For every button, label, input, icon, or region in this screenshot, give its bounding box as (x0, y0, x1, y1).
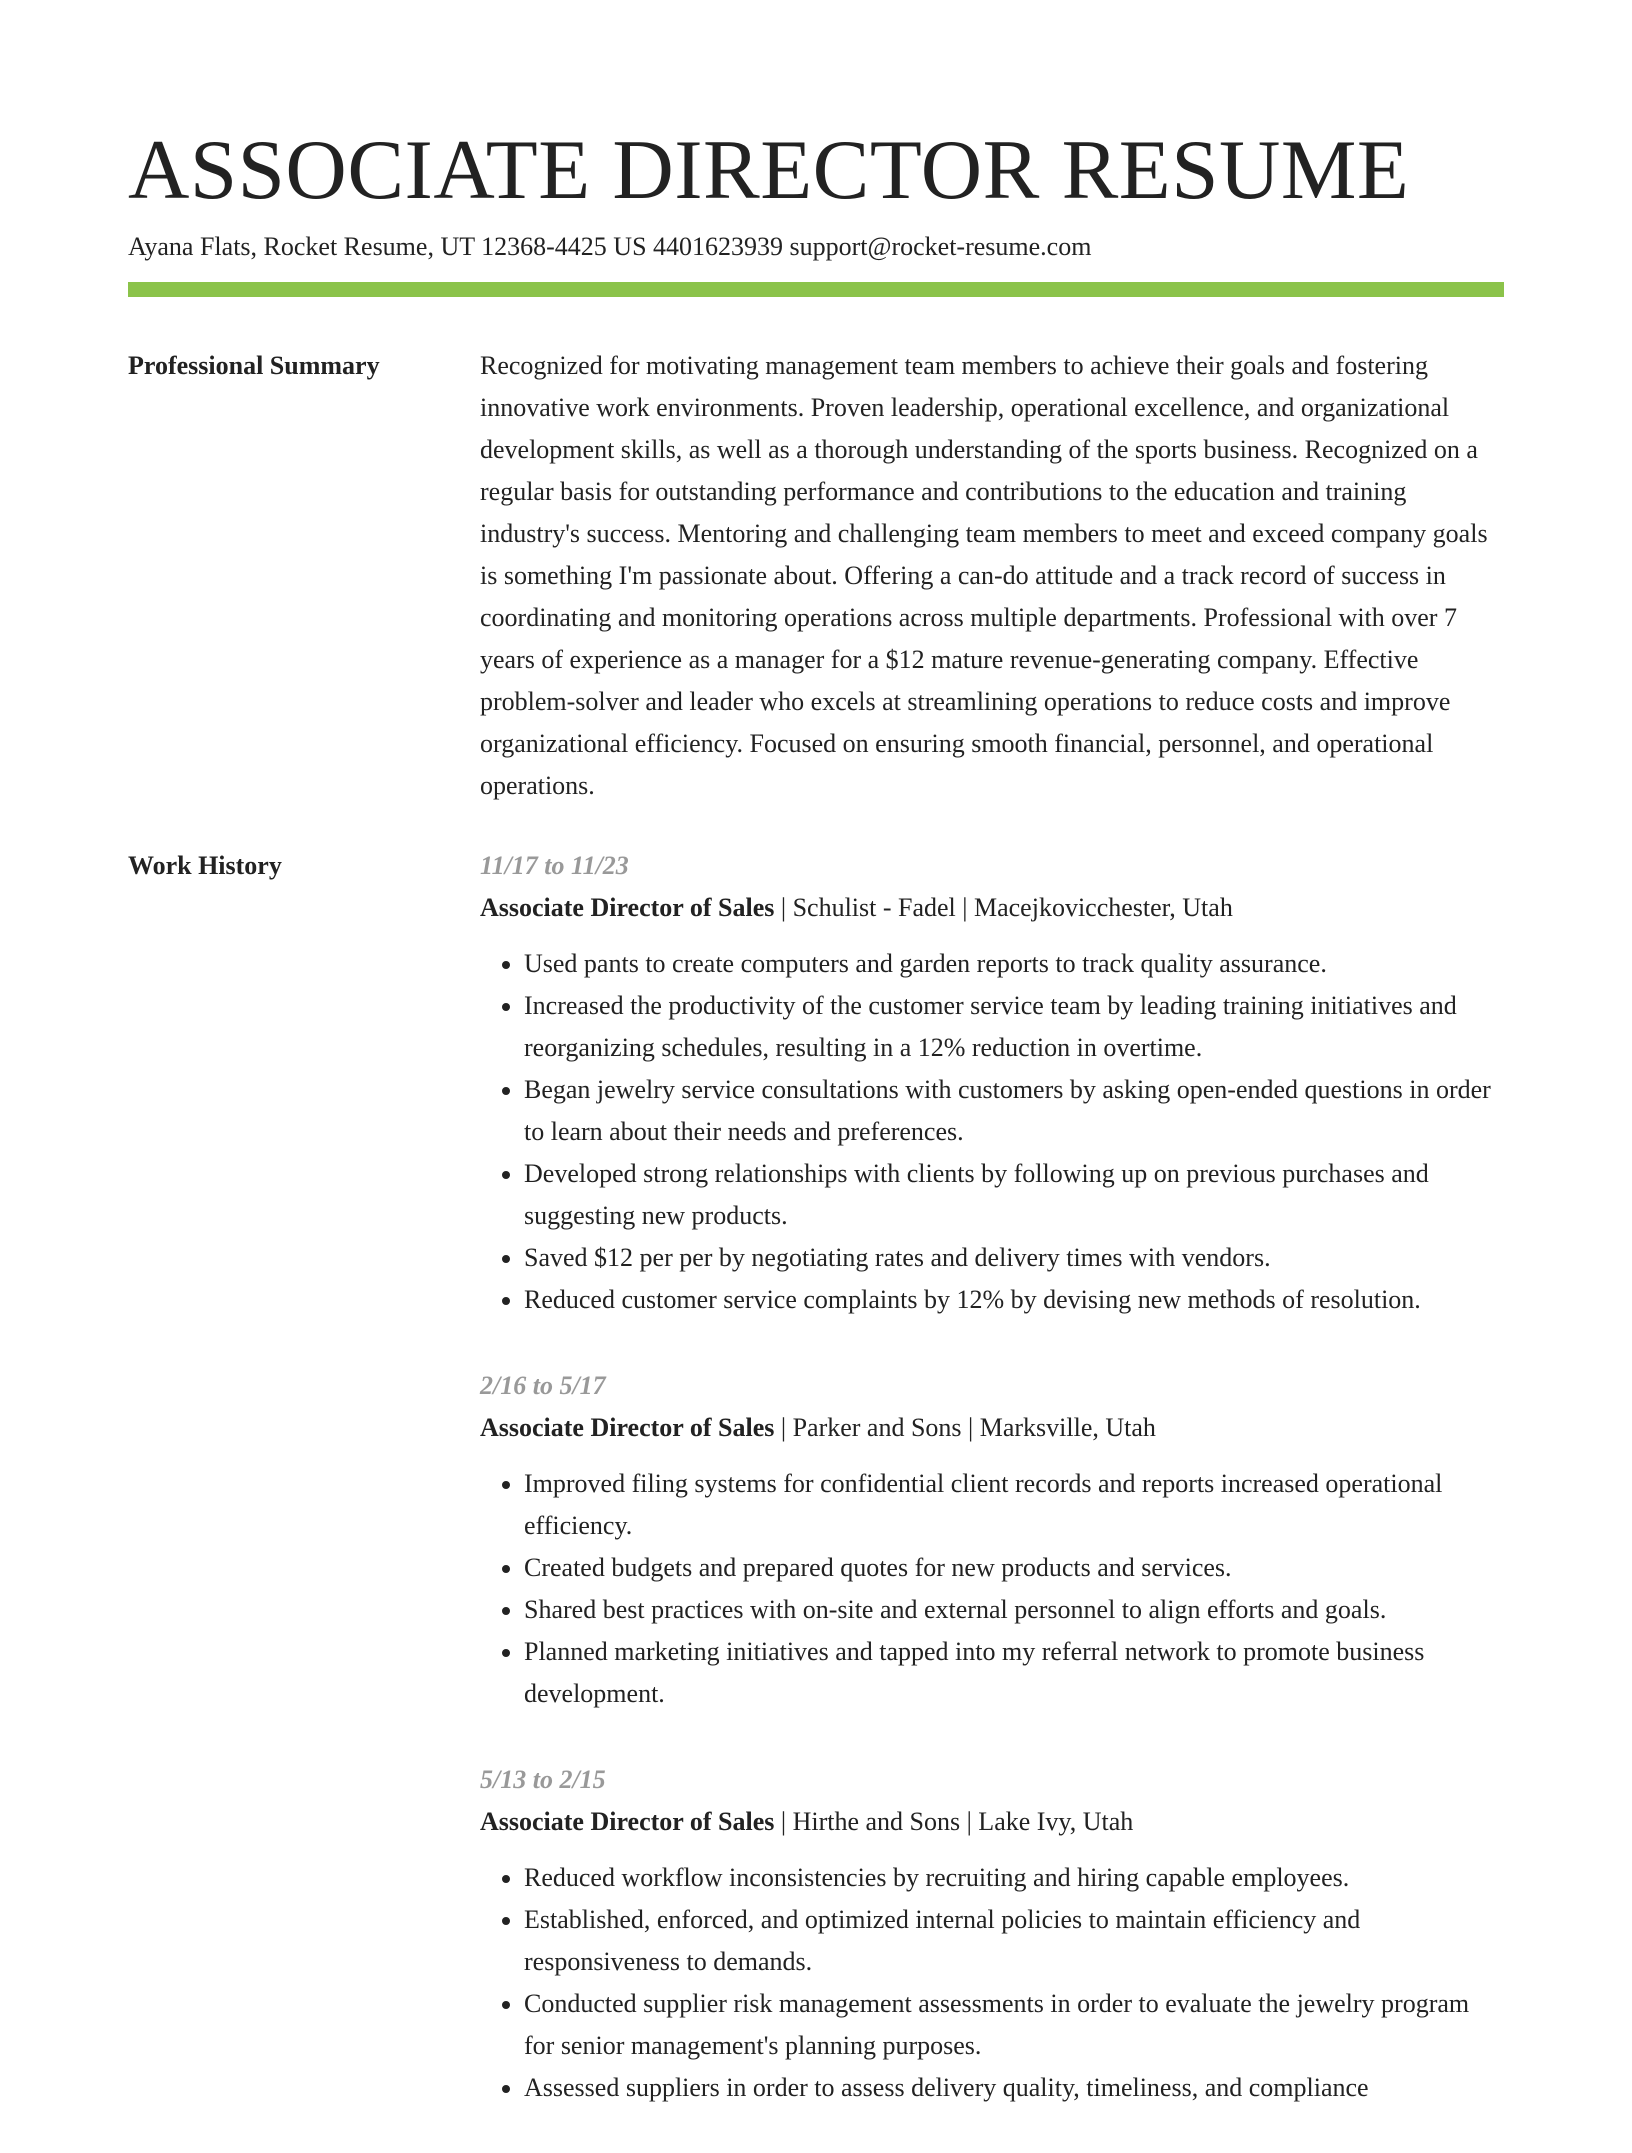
section-label-summary: Professional Summary (128, 351, 380, 380)
job-dates: 5/13 to 2/15 (480, 1765, 606, 1794)
job-heading (480, 887, 1504, 929)
job-bullet: • Developed strong relationships with clients by following up on previous purchases and suggesting new products. (524, 1153, 1504, 1237)
job-dates: 11/17 to 11/23 (480, 851, 629, 880)
job-bullet: • Saved $12 per per by negotiating rates and delivery times with vendors. (524, 1237, 1504, 1279)
summary-text: Recognized for motivating management team members to achieve their goals and fostering innovative work environments. Proven leadership, operational excellence, and organizational development skills, as well as a thorough understanding of the sports business. Recognized on a regular basis for outstanding performance and contributions to the education and training industry's success. Mentoring and challenging team members to meet and exceed company goals is something I'm passionate about. Offering a can-do attitude and a track record of success in coordinating and monitoring operations across multiple departments. Professional with over 7 years of experience as a manager for a $12 mature revenue-generating company. Effective problem-solver and leader who excels at streamlining operations to reduce costs and improve organizational efficiency. Focused on ensuring smooth financial, personnel, and operational operations. (480, 351, 1488, 800)
job-bullet: • Created budgets and prepared quotes for new products and services. (524, 1547, 1504, 1589)
work-history-body (480, 845, 1504, 2153)
job-company-location: | Hirthe and Sons | Lake Ivy, Utah (774, 1807, 1134, 1836)
job-company-location: | Schulist - Fadel | Macejkovicchester, Utah (774, 893, 1233, 922)
job-bullet: • Improved filing systems for confidential client records and reports increased operational efficiency. (524, 1463, 1504, 1547)
job-title: Associate Director of Sales (480, 1413, 775, 1442)
job-entry (480, 1365, 1504, 1715)
job-bullet: • Increased the productivity of the customer service team by leading training initiatives and reorganizing schedules, resulting in a 12% reduction in overtime. (524, 985, 1504, 1069)
resume-title: ASSOCIATE DIRECTOR RESUME (128, 123, 1410, 217)
job-bullet: • Established, enforced, and optimized internal policies to maintain efficiency and responsiveness to demands. (524, 1899, 1504, 1983)
job-bullet: • Used pants to create computers and garden reports to track quality assurance. (524, 943, 1504, 985)
contact-line: Ayana Flats, Rocket Resume, UT 12368-4425 US 4401623939 support@rocket-resume.com (128, 232, 1092, 261)
job-bullet: • Shared best practices with on-site and external personnel to align efforts and goals. (524, 1589, 1504, 1631)
job-heading (480, 1801, 1504, 1843)
job-bullet: • Planned marketing initiatives and tapped into my referral network to promote business development. (524, 1631, 1504, 1715)
job-bullet-list (480, 943, 1504, 1321)
job-entry (480, 845, 1504, 1321)
section-label-work-history: Work History (128, 851, 282, 880)
job-bullet: • Assessed suppliers in order to assess delivery quality, timeliness, and compliance (524, 2067, 1504, 2109)
accent-divider (128, 282, 1504, 297)
job-bullet: • Began jewelry service consultations with customers by asking open-ended questions in order to learn about their needs and preferences. (524, 1069, 1504, 1153)
job-bullet: • Reduced customer service complaints by 12% by devising new methods of resolution. (524, 1279, 1504, 1321)
job-bullet-list (480, 1463, 1504, 1715)
job-bullet: • Conducted supplier risk management assessments in order to evaluate the jewelry program for senior management's planning purposes. (524, 1983, 1504, 2067)
resume-page (128, 120, 1504, 2153)
job-dates: 2/16 to 5/17 (480, 1371, 606, 1400)
job-title: Associate Director of Sales (480, 1807, 775, 1836)
job-bullet: • Reduced workflow inconsistencies by recruiting and hiring capable employees. (524, 1857, 1504, 1899)
summary-body (480, 345, 1504, 807)
job-title: Associate Director of Sales (480, 893, 775, 922)
job-heading (480, 1407, 1504, 1449)
professional-summary-section (128, 345, 1504, 807)
job-entry (480, 1759, 1504, 2109)
job-company-location: | Parker and Sons | Marksville, Utah (774, 1413, 1156, 1442)
job-bullet-list (480, 1857, 1504, 2109)
work-history-section (128, 845, 1504, 2153)
